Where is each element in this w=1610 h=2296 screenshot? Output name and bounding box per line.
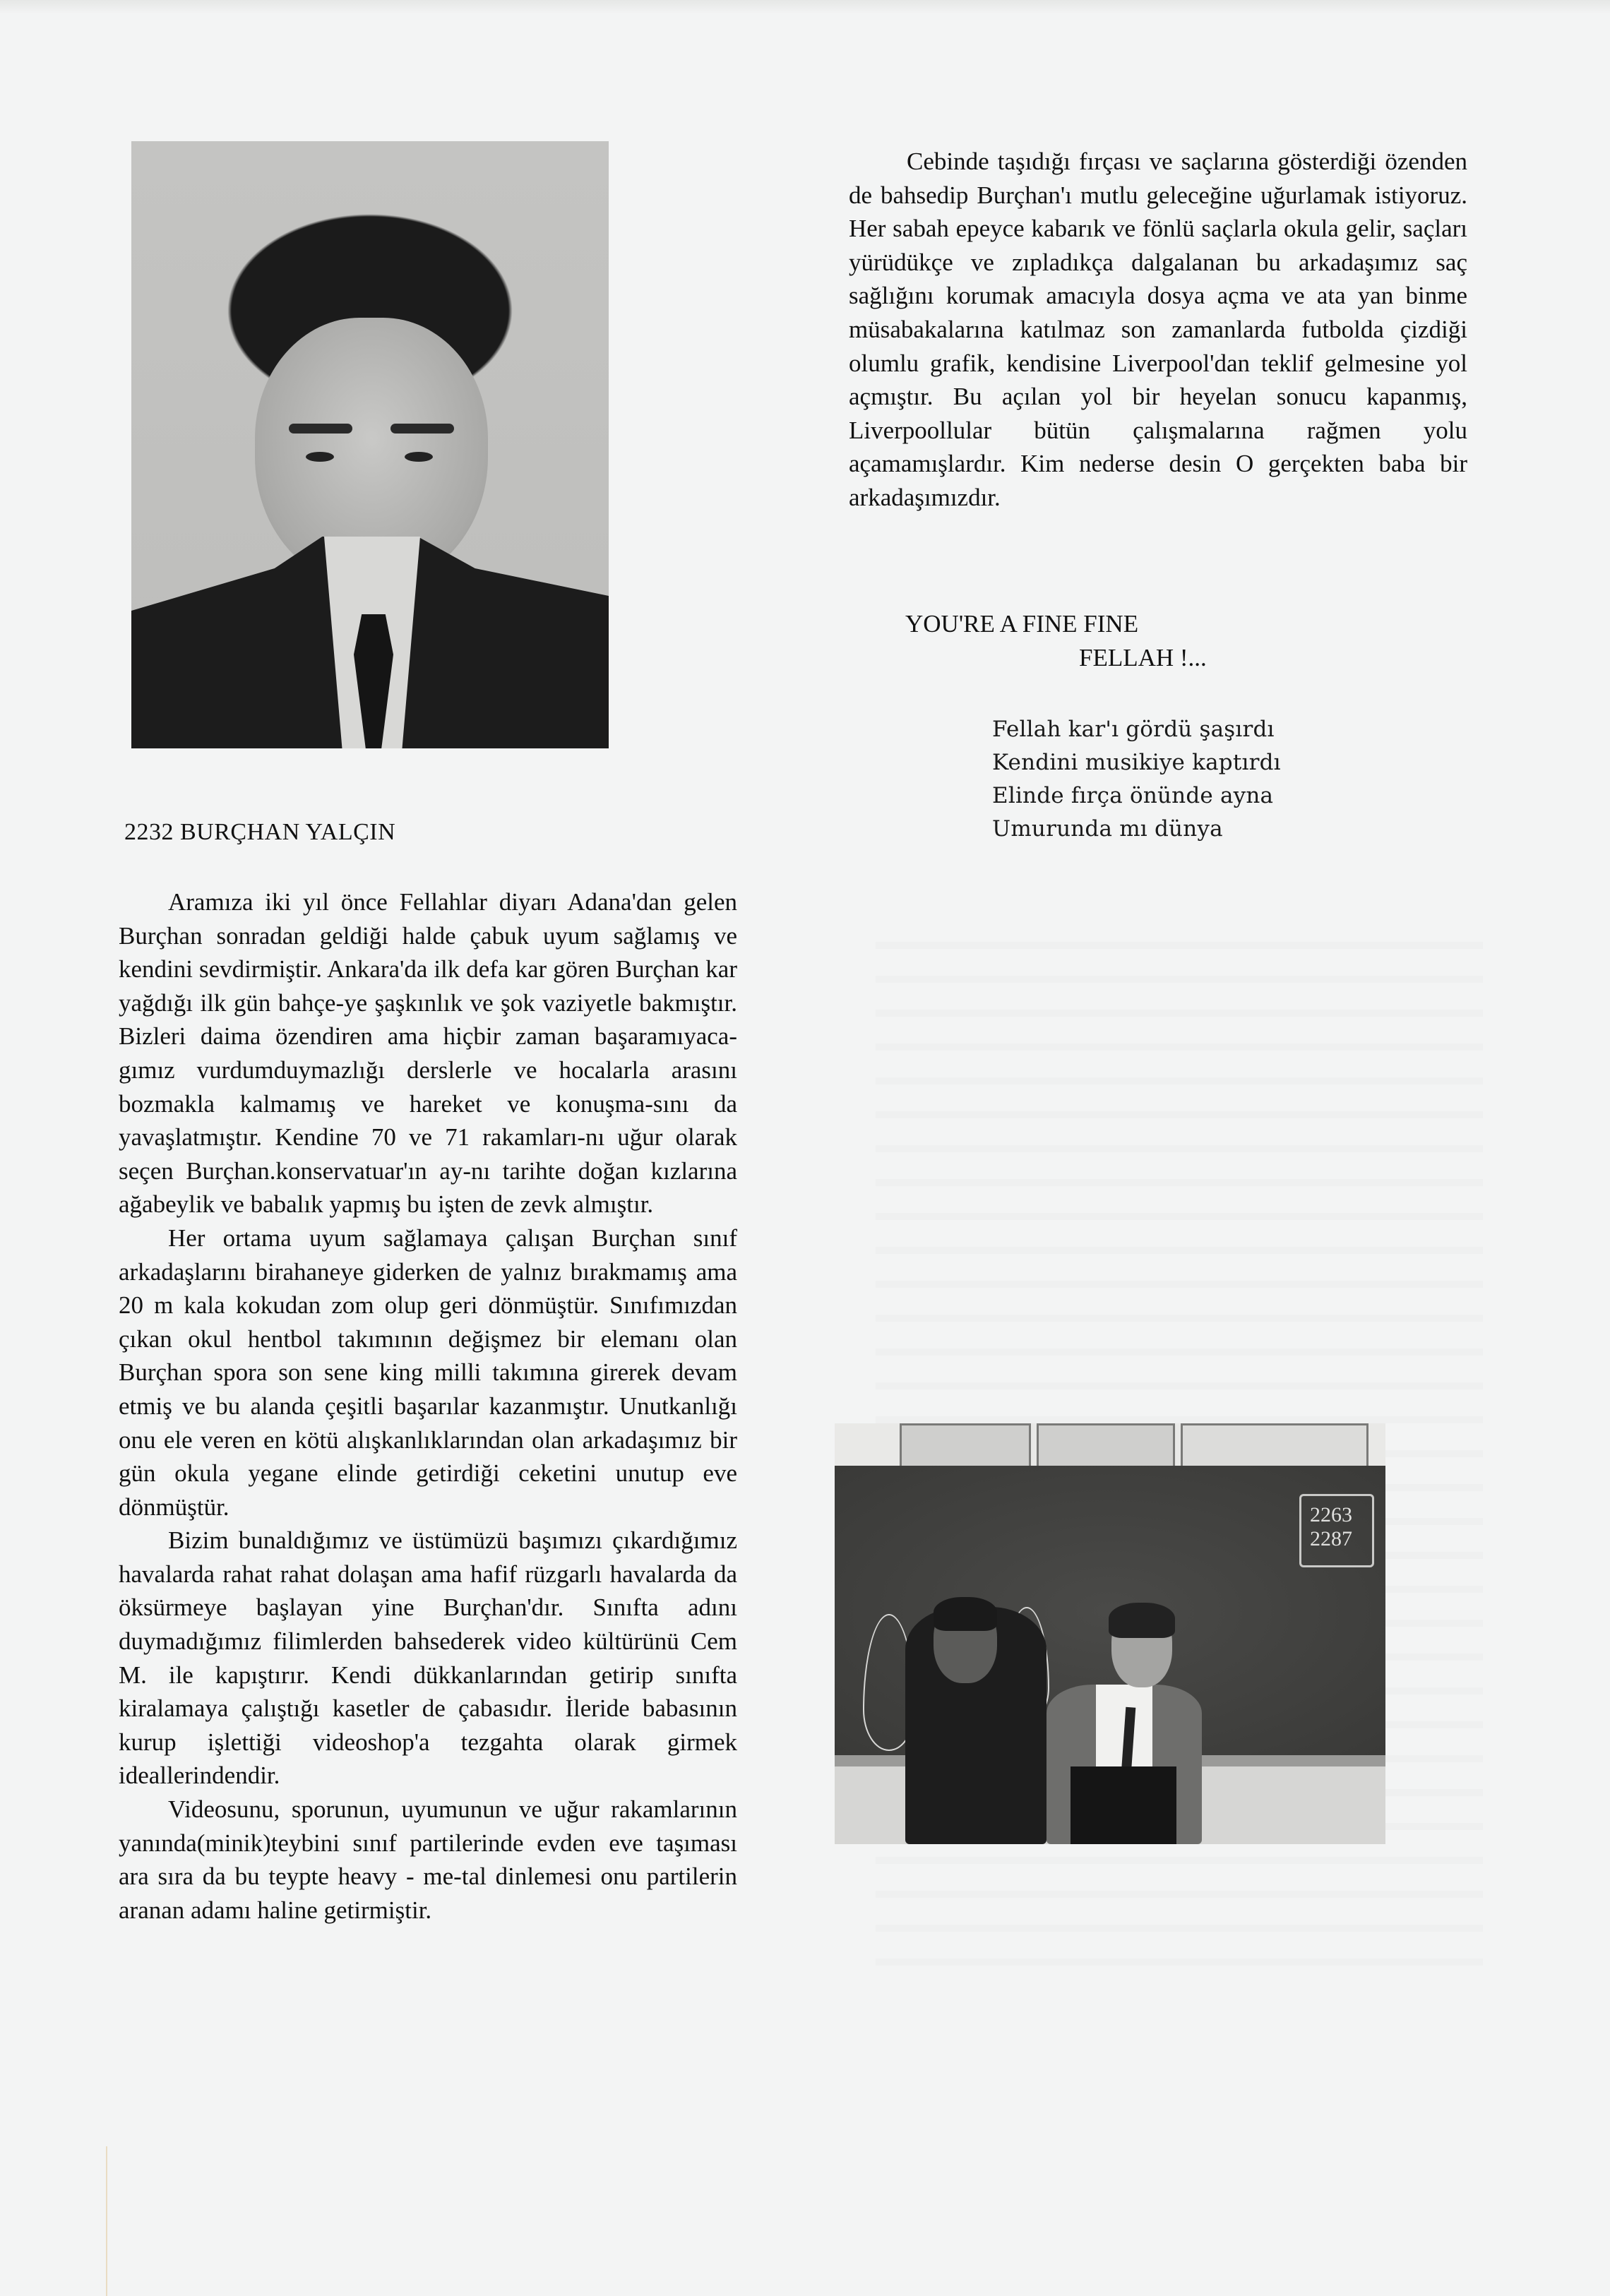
student-right-hair bbox=[1109, 1603, 1175, 1638]
paragraph: Bizim bunaldığımız ve üstümüzü başımızı çıkardığımız havalarda rahat rahat dolaşan ama hafif rüzgarlı havalarda da öksürmeye başlayan yine Burçhan'dır. Sınıfta adını duymadığımız filimlerden bahsederek video kültürünü Cem M. ile kapıştırır. Kendi dükkanlarından getirip sınıfta kiralamaya çalıştığı kasetler de çabasıdır. İleride babasının kurup işlettiği videoshop'a tezgahta olarak girmek ideallerindendir. bbox=[119, 1526, 737, 1790]
chalk-number: 2263 bbox=[1310, 1503, 1352, 1526]
shout-line-1: YOU'RE A FINE FINE bbox=[905, 610, 1139, 638]
poem-line: Kendini musikiye kaptırdı bbox=[992, 750, 1281, 775]
shout-line-2: FELLAH !... bbox=[1079, 644, 1207, 671]
wall-poster bbox=[1181, 1423, 1368, 1471]
wall-poster bbox=[1037, 1423, 1175, 1471]
poem bbox=[992, 713, 1281, 846]
portrait-photo bbox=[131, 141, 609, 748]
wall-poster bbox=[900, 1423, 1031, 1471]
student-left-hair bbox=[934, 1597, 997, 1631]
page-fold-line bbox=[106, 2146, 107, 2296]
student-right-pants bbox=[1071, 1766, 1176, 1844]
student-caption: 2232 BURÇHAN YALÇIN bbox=[124, 819, 396, 845]
chalkboard-numbers bbox=[1299, 1494, 1374, 1567]
poem-line: Elinde fırça önünde ayna bbox=[992, 783, 1274, 808]
left-column-text bbox=[119, 885, 737, 1927]
paragraph: Cebinde taşıdığı fırçası ve saçlarına gösterdiği özenden de bahsedip Burçhan'ı mutlu geleceğine uğurlamak istiyoruz. Her sabah epeyce kabarık ve fönlü saçlarla okula gelir, saçları yürüdükçe ve zıpladıkça dalgalanan bu arkadaşımız saç sağlığını korumak amacıyla dosya açma ve ata yan binme müsabakalarına katılmaz son zamanlarda futbolda çizdiği olumlu grafik, kendisine Liverpool'dan teklif gelmesine yol açmıştır. Bu açılan yol bir heyelan sonucu kapanmış, Liverpoollular bütün çalışmalarına rağmen yolu açamamışlardır. Kim nederse desin O gerçekten baba bir arkadaşımızdır. bbox=[849, 148, 1467, 511]
paragraph: Her ortama uyum sağlamaya çalışan Burçhan sınıf arkadaşlarını birahaneye giderken de yalnız bırakmamış ama 20 m kala kokudan zom olup geri dönmüştür. Sınıfımızdan çıkan okul hentbol takımının değişmez bir elemanı olan Burçhan spora son sene king milli takımına girerek devam etmiş ve bu alanda çeşitli başarılar kazanmıştır. Unutkanlığı onu ele veren en kötü alışkanlıklarından olan arkadaşımız bir gün okula yegane elinde getirdiği ceketini unutup eve dönmüştür. bbox=[119, 1224, 737, 1521]
paragraph: Videosunu, sporunun, uyumunun ve uğur rakamlarının yanında(minik)teybini sınıf partilerinde evden eve taşıması ara sıra da bu teypte heavy - me-tal dinlemesi onu partilerin aranan adamı haline getirmiştir. bbox=[119, 1795, 737, 1924]
page-top-edge bbox=[0, 0, 1610, 14]
portrait-eye-left bbox=[306, 452, 334, 462]
classroom-photo bbox=[835, 1423, 1385, 1844]
portrait-brow-right bbox=[390, 424, 454, 434]
poem-line: Fellah kar'ı gördü şaşırdı bbox=[992, 717, 1275, 742]
poem-line: Umurunda mı dünya bbox=[992, 816, 1223, 842]
portrait-eye-right bbox=[405, 452, 433, 462]
right-column-text bbox=[849, 145, 1467, 515]
portrait-brow-left bbox=[289, 424, 352, 434]
paragraph: Aramıza iki yıl önce Fellahlar diyarı Adana'dan gelen Burçhan sonradan geldiği halde çabuk uyum sağlamış ve kendini sevdirmiştir. Ankara'da ilk defa kar gören Burçhan kar yağdığı ilk gün bahçe-ye şaşkınlık ve şok vaziyetle bakmıştır. Bizleri daima özendiren ama hiçbir zaman başaramıyaca-gımız vurdumduymazlığı derslerle ve hocalarla arasını bozmakla kalmamış ve hareket ve konuşma-sını da yavaşlatmıştır. Kendine 70 ve 71 rakamları-nı uğur olarak seçen Burçhan.konservatuar'ın ay-nı tarihte doğan kızlarına ağabeylik ve babalık yapmış bu işten de zevk almıştır. bbox=[119, 888, 737, 1219]
chalk-number: 2287 bbox=[1310, 1527, 1352, 1550]
